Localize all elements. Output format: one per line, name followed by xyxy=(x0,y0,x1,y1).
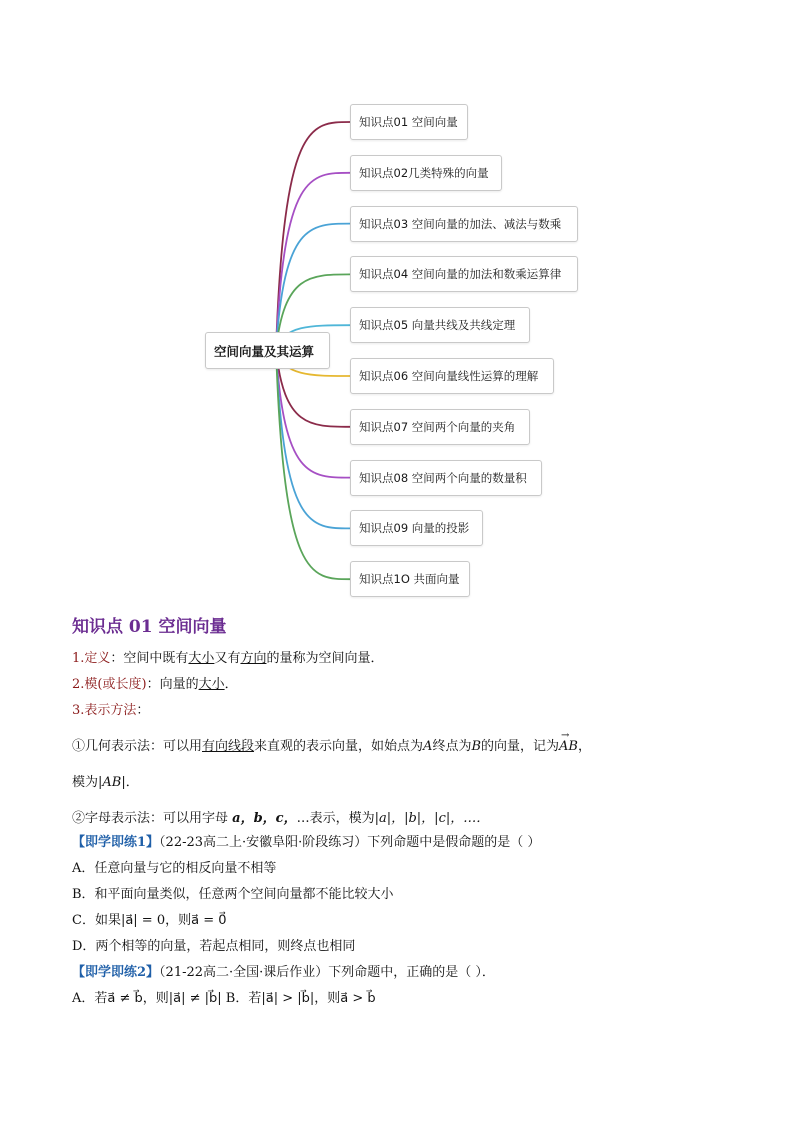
representation-number: 3.表示方法 xyxy=(72,703,137,718)
modulus-line: 2.模(或长度)：向量的大小． xyxy=(72,677,238,692)
exercise-1-option-a: A．任意向量与它的相反向量不相等 xyxy=(72,861,277,876)
mind-map-branch-5: 知识点05 向量共线及共线定理 xyxy=(350,307,530,343)
geometric-representation-line: ①几何表示法：可以用有向线段来直观的表示向量，如始点为A终点为B的向量，记为→ AB， xyxy=(72,737,722,757)
exercise-1-stem: 【即学即练1】（22-23高二上·安徽阜阳·阶段练习）下列命题中是假命题的是（ ） xyxy=(72,835,541,850)
mind-map-branch-9: 知识点09 向量的投影 xyxy=(350,510,483,546)
section-content xyxy=(72,612,722,1015)
mind-map-root: 空间向量及其运算 xyxy=(205,332,330,369)
underline-magnitude: 大小 xyxy=(198,677,225,692)
definition-line: 1.定义：空间中既有大小又有方向的量称为空间向量． xyxy=(72,651,384,666)
vector-ab: → AB xyxy=(559,737,578,757)
exercise-1-option-d: D．两个相等的向量，若起点相同，则终点也相同 xyxy=(72,939,356,954)
mind-map-branch-4: 知识点04 空间向量的加法和数乘运算律 xyxy=(350,256,578,292)
mind-map-branch-2: 知识点02几类特殊的向量 xyxy=(350,155,502,191)
mind-map-branch-6: 知识点06 空间向量线性运算的理解 xyxy=(350,358,554,394)
letter-representation-line: ②字母表示法：可以用字母 a，b，c，…表示，模为|a|，|b|，|c|，…． xyxy=(72,811,490,826)
underline-directed-segment: 有向线段 xyxy=(202,739,255,754)
exercise-1-option-b: B．和平面向量类似，任意两个空间向量都不能比较大小 xyxy=(72,887,394,902)
mind-map-branch-1: 知识点01 空间向量 xyxy=(350,104,468,140)
mind-map-branch-10: 知识点1O 共面向量 xyxy=(350,561,470,597)
definition-number: 1.定义 xyxy=(72,651,111,666)
section-title: 知识点 01 空间向量 xyxy=(72,617,227,637)
mind-map-branch-7: 知识点07 空间两个向量的夹角 xyxy=(350,409,530,445)
exercise-1-option-c: C．如果|a⃗| = 0，则a⃗ = 0⃗ xyxy=(72,913,227,928)
exercise-2-tag: 【即学即练2】 xyxy=(72,965,160,980)
mind-map-connector-2 xyxy=(276,173,350,350)
mind-map-branch-3: 知识点03 空间向量的加法、减法与数乘 xyxy=(350,206,578,242)
mind-map-branch-8: 知识点08 空间两个向量的数量积 xyxy=(350,460,542,496)
underline-size: 大小 xyxy=(188,651,215,666)
modulus-number: 2.模(或长度) xyxy=(72,677,147,692)
modulus-ab: |AB| xyxy=(98,775,126,790)
representation-line: 3.表示方法： xyxy=(72,703,150,718)
exercise-1-tag: 【即学即练1】 xyxy=(72,835,160,850)
underline-direction: 方向 xyxy=(240,651,267,666)
exercise-2-stem: 【即学即练2】（21-22高二·全国·课后作业）下列命题中，正确的是（ ）． xyxy=(72,965,495,980)
exercise-2-options: A．若a⃗ ≠ b⃗，则|a⃗| ≠ |b⃗| B．若|a⃗| > |b⃗|，则a⃗ > b⃗ xyxy=(72,991,376,1006)
modulus-ab-line: 模为|AB|． xyxy=(72,775,139,790)
